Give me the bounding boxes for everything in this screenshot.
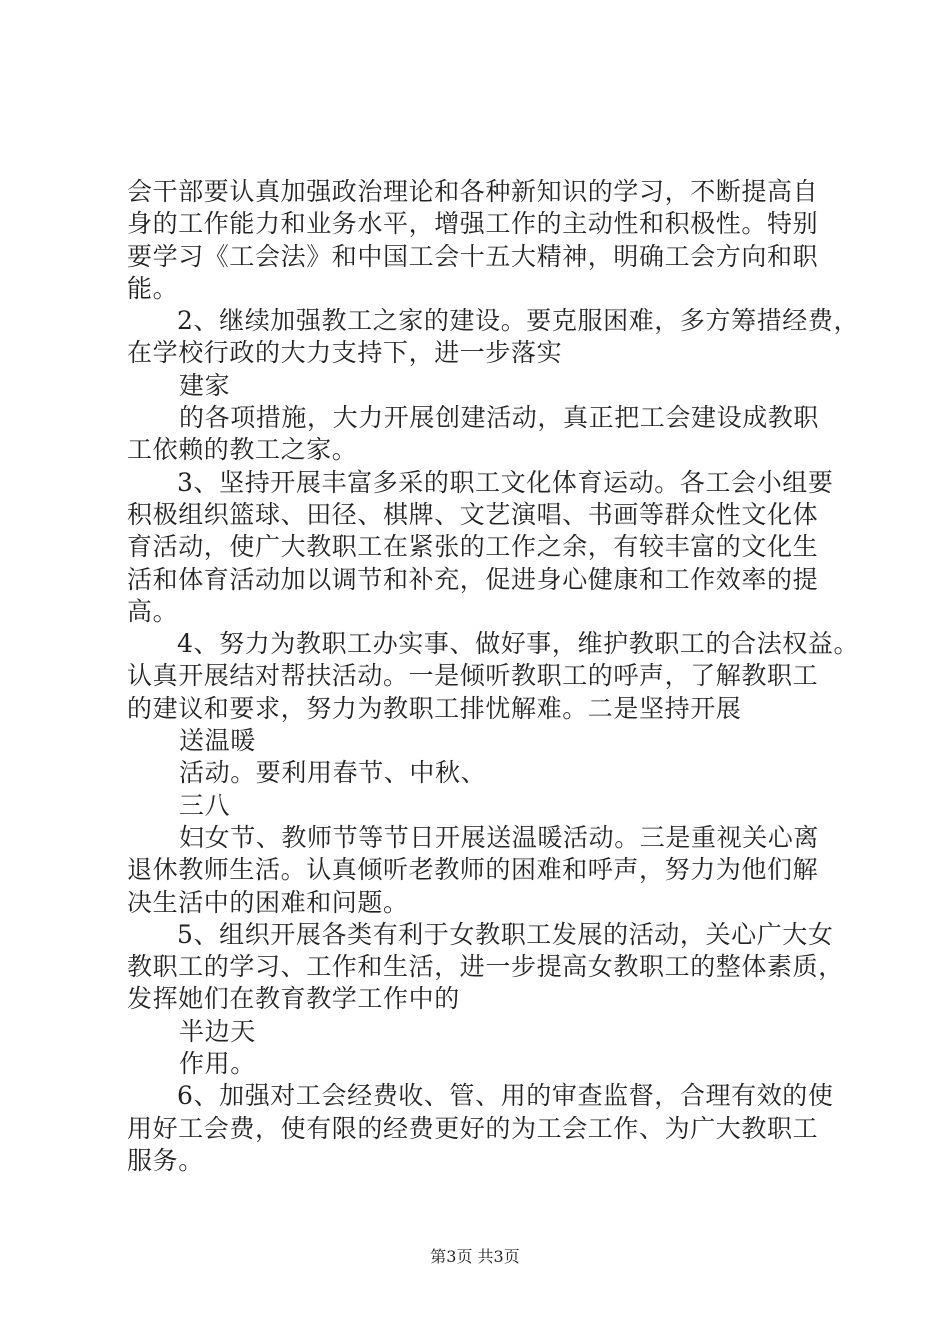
text-line: 教职工的学习、工作和生活，进一步提高女教职工的整体素质，	[127, 952, 844, 982]
text-line: 的各项措施，大力开展创建活动，真正把工会建设成教职	[179, 403, 820, 433]
text-line: 活动。要利用春节、中秋、	[179, 758, 487, 788]
text-line: 工依赖的教工之家。	[127, 435, 358, 465]
text-line: 作用。	[179, 1049, 256, 1079]
text-line: 送温暖	[179, 726, 256, 756]
document-body	[127, 176, 860, 1177]
text-line: 6、加强对工会经费收、管、用的审查监督，合理有效的使	[177, 1081, 834, 1111]
text-line: 要学习《工会法》和中国工会十五大精神，明确工会方向和职	[127, 241, 819, 271]
page-footer: 第3页 共3页	[430, 1247, 520, 1266]
text-line: 积极组织篮球、田径、棋牌、文艺演唱、书画等群众性文化体	[127, 499, 819, 529]
text-line: 高。	[127, 596, 179, 626]
text-line: 三八	[179, 790, 231, 820]
text-line: 4、努力为教职工办实事、做好事，维护教职工的合法权益。	[177, 629, 860, 659]
text-line: 服务。	[127, 1145, 204, 1175]
text-line: 退休教师生活。认真倾听老教师的困难和呼声，努力为他们解	[127, 855, 819, 885]
text-line: 能。	[127, 273, 179, 303]
text-line: 活和体育活动加以调节和补充，促进身心健康和工作效率的提	[127, 564, 819, 594]
text-line: 半边天	[179, 1016, 256, 1046]
text-line: 育活动，使广大教职工在紧张的工作之余，有较丰富的文化生	[127, 532, 819, 562]
text-line: 会干部要认真加强政治理论和各种新知识的学习，不断提高自	[127, 177, 819, 206]
text-line: 5、组织开展各类有利于女教职工发展的活动，关心广大女	[177, 919, 834, 949]
text-line: 用好工会费，使有限的经费更好的为工会工作、为广大教职工	[127, 1113, 819, 1143]
text-line: 在学校行政的大力支持下，进一步落实	[127, 338, 563, 368]
text-line: 3、坚持开展丰富多采的职工文化体育运动。各工会小组要	[177, 467, 834, 497]
text-line: 决生活中的困难和问题。	[127, 887, 409, 917]
text-line: 2、继续加强教工之家的建设。要克服困难，多方筹措经费，	[177, 306, 860, 336]
text-line: 发挥她们在教育教学工作中的	[127, 984, 460, 1014]
text-line: 建家	[179, 370, 231, 400]
text-line: 妇女节、教师节等节日开展送温暖活动。三是重视关心离	[179, 822, 820, 852]
text-line: 认真开展结对帮扶活动。一是倾听教职工的呼声，了解教职工	[127, 661, 819, 691]
text-line: 身的工作能力和业务水平，增强工作的主动性和积极性。特别	[127, 209, 819, 239]
text-line: 的建议和要求，努力为教职工排忧解难。二是坚持开展	[127, 693, 742, 723]
